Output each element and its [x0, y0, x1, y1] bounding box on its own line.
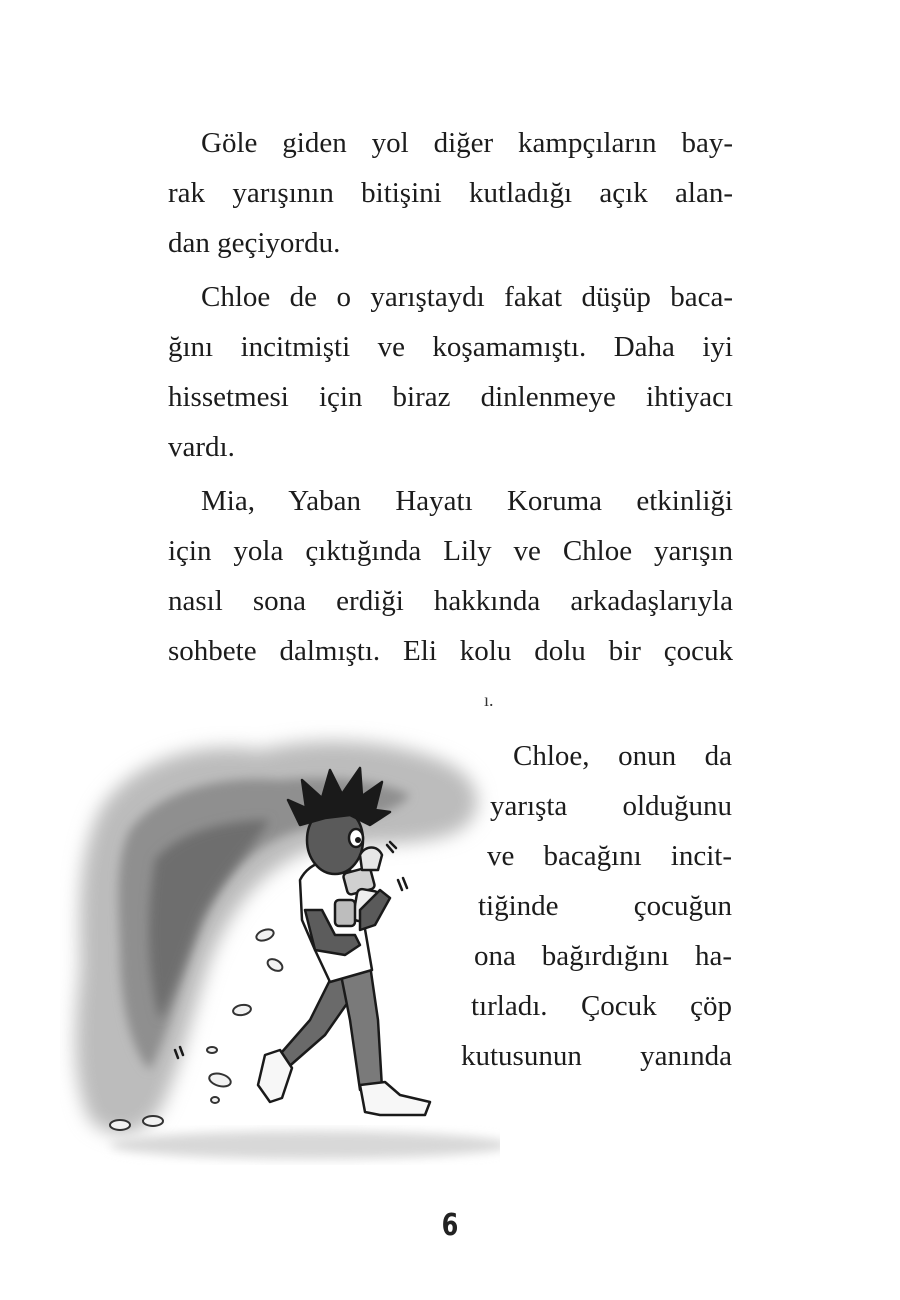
paragraph-2-line-2: ğını incitmişti ve koşamamıştı. Daha iyi: [168, 331, 733, 363]
wrapped-line-5: ona bağırdığını ha-: [474, 940, 732, 972]
paragraph-3-line-1: Mia, Yaban Hayatı Koruma etkinliği: [201, 485, 733, 517]
paragraph-1-line-2: rak yarışının bitişini kutladığı açık alan-: [168, 177, 733, 209]
paragraph-1-line-1: Göle giden yol diğer kampçıların bay-: [201, 127, 733, 159]
paragraph-2-line-1: Chloe de o yarıştaydı fakat düşüp baca-: [201, 281, 733, 313]
wrapped-line-6: tırladı. Çocuk çöp: [471, 990, 732, 1022]
wrapped-line-4: tiğinde çocuğun: [478, 890, 732, 922]
wrapped-line-7: kutusunun yanında: [461, 1040, 732, 1072]
ground-shadow: [110, 1131, 500, 1159]
paragraph-3-line-2: için yola çıktığında Lily ve Chloe yarışın: [168, 535, 733, 567]
paragraph-2-line-3: hissetmesi için biraz dinlenmeye ihtiyacı: [168, 381, 733, 413]
paragraph-3-line-4: sohbete dalmıştı. Eli kolu dolu bir çocuk: [168, 635, 733, 667]
paragraph-3-line-3: nasıl sona erdiği hakkında arkadaşlarıyla: [168, 585, 733, 617]
paragraph-2-line-4: vardı.: [168, 431, 235, 463]
wrapped-line-2: yarışta olduğunu: [490, 790, 732, 822]
paragraph-1-line-3: dan geçiyordu.: [168, 227, 341, 259]
wrapped-line-3: ve bacağını incit-: [487, 840, 732, 872]
cropped-text-fragment: ı.: [484, 690, 494, 710]
wrapped-line-1: Chloe, onun da: [513, 740, 732, 772]
boy-running-illustration: [60, 720, 500, 1170]
page-number: 6: [441, 1208, 459, 1243]
